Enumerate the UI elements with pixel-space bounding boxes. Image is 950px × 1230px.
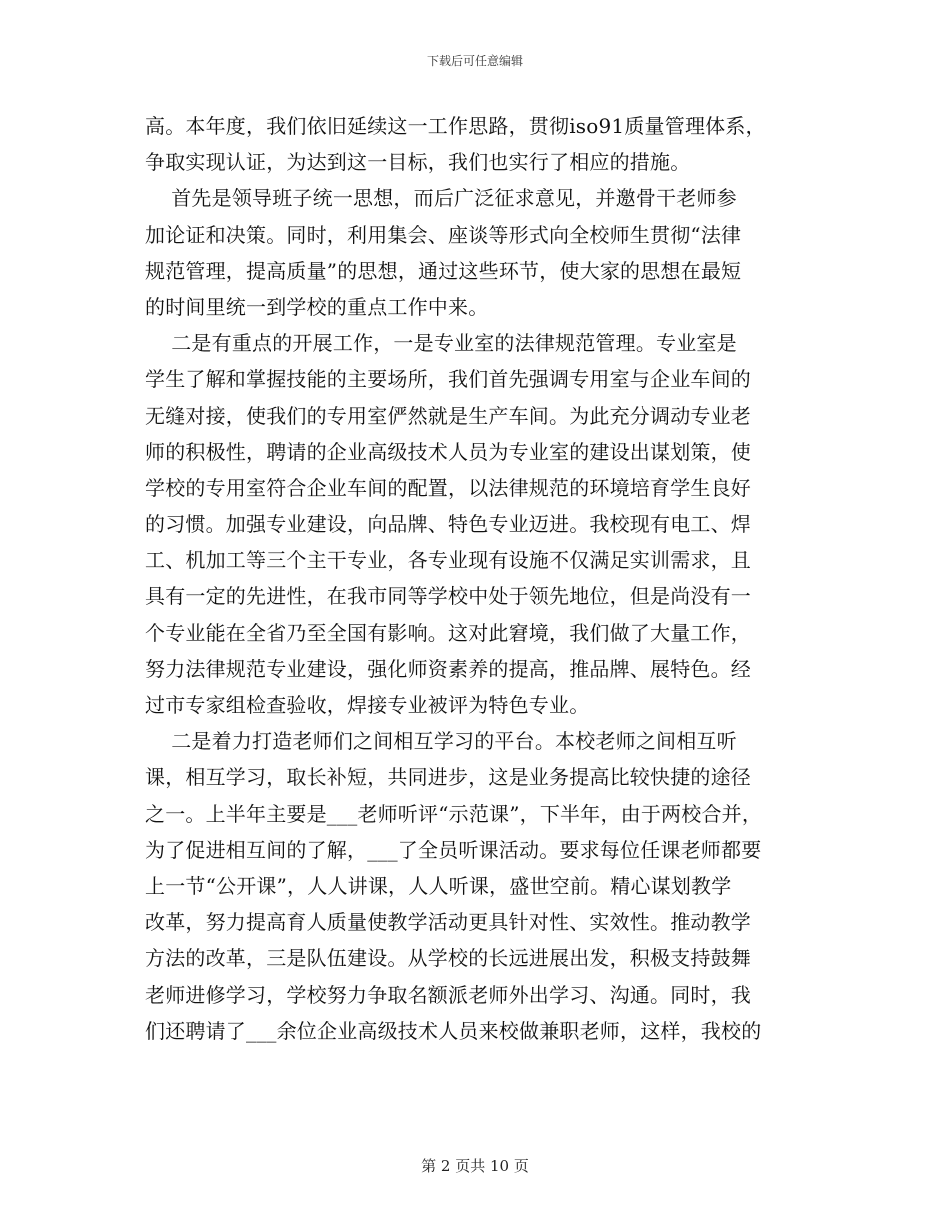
page-footer: 第 2 页共 10 页	[421, 1157, 529, 1175]
text-line: 争取实现认证，为达到这一目标，我们也实行了相应的措施。	[145, 150, 691, 175]
text-line: 之一。上半年主要是___老师听评“示范课”，下半年，由于两校合并，	[145, 801, 763, 826]
text-line: 个专业能在全省乃至全国有影响。这对此窘境，我们做了大量工作，	[145, 620, 751, 645]
page-header: 下载后可任意编辑	[426, 54, 523, 68]
document-body	[145, 108, 810, 1049]
text-line: 首先是领导班子统一思想，而后广泛征求意见，并邀骨干老师参	[145, 186, 737, 211]
text-line: 们还聘请了___余位企业高级技术人员来校做兼职老师，这样，我校的	[145, 1018, 762, 1043]
text-line: 老师进修学习，学校努力争取名额派老师外出学习、沟通。同时，我	[145, 982, 751, 1007]
text-line: 为了促进相互间的了解，___了全员听课活动。要求每位任课老师都要	[145, 837, 762, 862]
text-line: 上一节“公开课”，人人讲课，人人听课，盛世空前。精心谋划教学	[145, 873, 732, 898]
text-line: 的时间里统一到学校的重点工作中来。	[145, 294, 489, 319]
text-line: 的习惯。加强专业建设，向品牌、特色专业迈进。我校现有电工、焊	[145, 512, 751, 537]
text-line: 规范管理，提高质量”的思想，通过这些环节，使大家的思想在最短	[145, 258, 742, 283]
text-line: 无缝对接，使我们的专用室俨然就是生产车间。为此充分调动专业老	[145, 403, 751, 428]
text-line: 努力法律规范专业建设，强化师资素养的提高，推品牌、展特色。经	[145, 656, 751, 681]
text-line: 工、机加工等三个主干专业，各专业现有设施不仅满足实训需求，且	[145, 548, 751, 573]
text-line: 具有一定的先进性，在我市同等学校中处于领先地位，但是尚没有一	[145, 584, 751, 609]
text-line: 二是有重点的开展工作，一是专业室的法律规范管理。专业室是	[145, 331, 737, 356]
text-line: 学生了解和掌握技能的主要场所，我们首先强调专用室与企业车间的	[145, 367, 751, 392]
text-line: 课，相互学习，取长补短，共同进步，这是业务提高比较快捷的途径	[145, 765, 751, 790]
text-line: 过市专家组检查验收，焊接专业被评为特色专业。	[145, 693, 590, 717]
text-line: 二是着力打造老师们之间相互学习的平台。本校老师之间相互听	[145, 729, 737, 754]
text-line: 学校的专用室符合企业车间的配置，以法律规范的环境培育学生良好	[145, 475, 751, 500]
text-line: 改革，努力提高育人质量使教学活动更具针对性、实效性。推动教学	[145, 910, 751, 935]
text-line: 方法的改革，三是队伍建设。从学校的长远进展出发，积极支持鼓舞	[145, 946, 751, 971]
text-line: 加论证和决策。同时，利用集会、座谈等形式向全校师生贯彻“法律	[145, 222, 742, 247]
text-line: 师的积极性，聘请的企业高级技术人员为专业室的建设出谋划策，使	[145, 439, 751, 464]
text-line: 高。本年度，我们依旧延续这一工作思路，贯彻iso91质量管理体系，	[145, 114, 766, 138]
